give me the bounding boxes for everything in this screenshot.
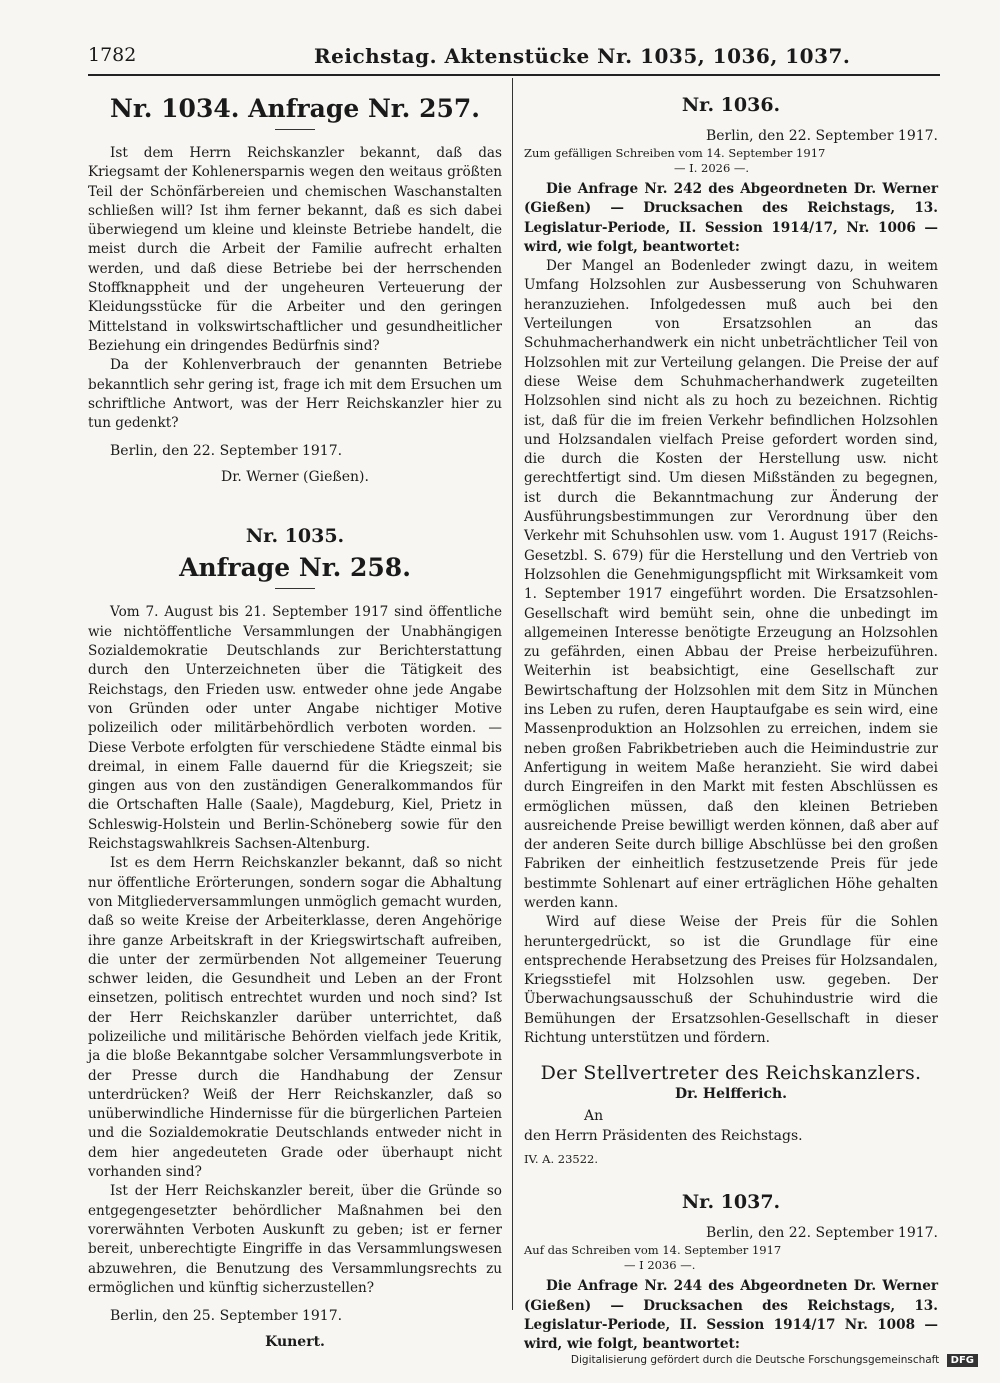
section-rule (275, 129, 315, 130)
section-1036-number: Nr. 1036. (681, 94, 781, 116)
reference-line: Zum gefälligen Schreiben vom 14. September 1917 (524, 146, 826, 160)
intro-paragraph: Die Anfrage Nr. 244 des Abgeordneten Dr. Werner (Gießen) — Drucksachen des Reichstags, 13. Legislatur-Periode, II. Session 1914/17 Nr. 1008 — wird, wie folgt, beantwortet: (524, 1278, 938, 1353)
section-1035-number: Nr. 1035. (245, 525, 345, 548)
date-line: Berlin, den 22. September 1917. (705, 1225, 938, 1242)
digitization-credit (571, 1354, 978, 1367)
paragraph: Da der Kohlenverbrauch der genannten Betriebe bekanntlich sehr gering ist, frage ich mit dem Ersuchen um schriftliche Antwort, was der Herr Reichskanzler hier zu tun gedenkt? (88, 357, 502, 432)
date-line: Berlin, den 25. September 1917. (110, 1308, 343, 1325)
signer-title: Der Stellvertreter des Reichskanzlers. (540, 1062, 922, 1085)
signature: Dr. Helfferich. (674, 1086, 788, 1103)
page-header (88, 44, 940, 70)
intro-paragraph: Die Anfrage Nr. 242 des Abgeordneten Dr. Werner (Gießen) — Drucksachen des Reichstags, 13. Legislatur-Periode, II. Session 1914/17, Nr. 1006 — wird, wie folgt, beantwortet: (524, 181, 938, 255)
reference-number: — I 2036 —. (624, 1258, 696, 1273)
credit-text: Digitalisierung gefördert durch die Deutsche Forschungsgemeinschaft (570, 1354, 940, 1366)
section-1037-number: Nr. 1037. (681, 1191, 781, 1214)
dfg-logo: DFG (947, 1354, 978, 1367)
section-1034-title: Nr. 1034. Anfrage Nr. 257. (110, 94, 480, 123)
right-column (524, 80, 938, 1355)
paragraph: Der Mangel an Bodenleder zwingt dazu, in weitem Umfang Holzsohlen zur Ausbesserung von Schuhwaren heranzuziehen. Infolgedessen muß auch bei den Verteilungen von Ersatzsohlen an das Schuhmacherhandwerk ein nicht unbeträchtlicher Teil von Holzsohlen mit zur Verteilung gelangen. Die Preise der auf diese Weise dem Schuhmacherhandwerk zugeteilten Holzsohlen sind nicht als zu hoch zu bezeichnen. Richtig ist, daß für die im freien Verkehr befindlichen Holzsohlen und Holzsandalen vielfach Preise gefordert worden sind, die durch die Kosten der Herstellung usw. nicht gerechtfertigt sind. Um diesen Mißständen zu begegnen, ist durch die Bekanntmachung zur Änderung der Ausführungsbestimmungen zur Verordnung über den Verkehr mit Schuhsohlen usw. vom 1. August 1917 (Reichs-Gesetzbl. S. 679) für die Herstellung und den Vertrieb von Holzsohlen die Genehmigungspflicht mit Wirksamkeit vom 1. September 1917 eingeführt worden. Die Ersatzsohlen-Gesellschaft wird bemüht sein, ohne die unbedingt im allgemeinen Interesse benötigte Erzeugung an Holzsohlen zu gefährden, einen Abbau der Preise herbeizuführen. Weiterhin ist beabsichtigt, eine Gesellschaft zur Bewirtschaftung der Holzsohlen mit dem Sitz in München ins Leben zu rufen, deren Hauptaufgabe es sein wird, eine Massenproduktion an Holzsohlen zu erreichen, indem sie neben großen Fabrikbetrieben auch die Heimindustrie zur Anfertigung in weitem Maße heranzieht. Sie wird dabei durch Eingreifen in den Markt mit festen Abschlüssen es ermöglichen müssen, daß den kleinen Betrieben ausreichende Preise bewilligt werden können, daß aber auf der anderen Seite durch billige Abschlüsse bei den großen Fabriken der einheitlich festzusetzende Preis für jede bestimmte Sohlenart auf einer erträglichen Höhe gehalten werden kann. (524, 258, 938, 911)
paragraph: Ist dem Herrn Reichskanzler bekannt, daß das Kriegsamt der Kohlenersparnis wegen den weitaus größten Teil der Schönfärbereien und chemischen Waschanstalten schließen will? Ist ihm ferner bekannt, daß es sich dabei überwiegend um kleine und kleinste Betriebe handelt, die meist durch die Arbeit der Familie aufrecht erhalten werden, und daß diese Betriebe bei der herrschenden Stoffknappheit und der ungeheuren Verteuerung der Kleidungsstücke für die Arbeiter und den geringen Mittelstand in volkswirtschaftlicher und gesundheitlicher Beziehung ein dringendes Bedürfnis sind? (88, 145, 502, 354)
signature: Dr. Werner (Gießen). (221, 469, 369, 486)
file-reference: IV. A. 23522. (524, 1152, 599, 1167)
date-line: Berlin, den 22. September 1917. (705, 128, 938, 144)
paragraph: Vom 7. August bis 21. September 1917 sind öffentliche wie nichtöffentliche Versammlungen der Unabhängigen Sozialdemokratie Deutschlands zur Berichterstattung durch den Unterzeichneten über die Tätigkeit des Reichstags, den Frieden usw. entweder ohne jede Angabe von Gründen oder unter Angabe nichtiger Motive polizeilich oder militärbehördlich verboten worden. — Diese Verbote erfolgten für verschiedene Städte einmal bis dreimal, in einem Falle dauernd für die Kriegszeit; sie gingen aus von den zuständigen Generalkommandos für die Ortschaften Halle (Saale), Magdeburg, Kiel, Prietz in Schleswig-Holstein und Berlin-Schöneberg sowie für den Reichstagswahlkreis Sachsen-Altenburg. (88, 604, 502, 853)
header-rule (88, 74, 940, 76)
reference-number: — I. 2026 —. (674, 161, 750, 175)
paragraph: Ist der Herr Reichskanzler bereit, über die Gründe so entgegengesetzter behördlicher Maßnahmen bei den vorerwähnten Verboten Auskunft zu geben; ist er ferner bereit, unberechtigte Eingriffe in das Versammlungswesen abzuwehren, die Benutzung des Versammlungsrechts zu ermöglichen und künftig sicherzustellen? (88, 1183, 502, 1296)
column-separator (512, 78, 513, 1310)
date-line: Berlin, den 22. September 1917. (110, 443, 343, 460)
reference-line: Auf das Schreiben vom 14. September 1917 (524, 1243, 782, 1258)
addressee: den Herrn Präsidenten des Reichstags. (524, 1128, 803, 1145)
page-number: 1782 (88, 44, 137, 66)
address-an: An (584, 1108, 604, 1125)
section-1035-title: Anfrage Nr. 258. (179, 553, 411, 583)
paragraph: Wird auf diese Weise der Preis für die Sohlen heruntergedrückt, so ist die Grundlage für eine entsprechende Herabsetzung des Preises für Holzsandalen, Kriegsstiefel mit Holzsohlen usw. gegeben. Der Überwachungsausschuß der Schuhindustrie wird die Bemühungen der Ersatzsohlen-Gesellschaft in dieser Richtung unterstützen und fördern. (524, 914, 938, 1047)
left-column (88, 80, 502, 1350)
running-title: Reichstag. Aktenstücke Nr. 1035, 1036, 1037. (314, 44, 851, 68)
signature: Kunert. (265, 1334, 325, 1351)
section-rule (275, 588, 315, 589)
paragraph: Ist es dem Herrn Reichskanzler bekannt, daß so nicht nur öffentliche Erörterungen, sondern sogar die Abhaltung von Mitgliederversammlungen unmöglich gemacht wurden, daß so weite Kreise der Arbeiterklasse, deren Angehörige ihre ganze Arbeitskraft in der Kriegswirtschaft aufreiben, die unter der zermürbenden Not allgemeiner Teuerung schwer leiden, die Gesundheit und Leben an der Front einsetzen, politisch entrechtet wurden und noch sind? Ist der Herr Reichskanzler darüber unterrichtet, daß polizeiliche und militärische Behörden vielfach jede Kritik, ja die bloße Bekanntgabe solcher Versammlungsverbote in der Presse durch die Handhabung der Zensur unterdrücken? Weiß der Herr Reichskanzler, daß so unüberwindliche Hindernisse für die bürgerlichen Parteien und die Sozialdemokratie Deutschlands entweder nicht in dem hier angedeuteten Grade oder überhaupt nicht vorhanden sind? (88, 855, 502, 1181)
